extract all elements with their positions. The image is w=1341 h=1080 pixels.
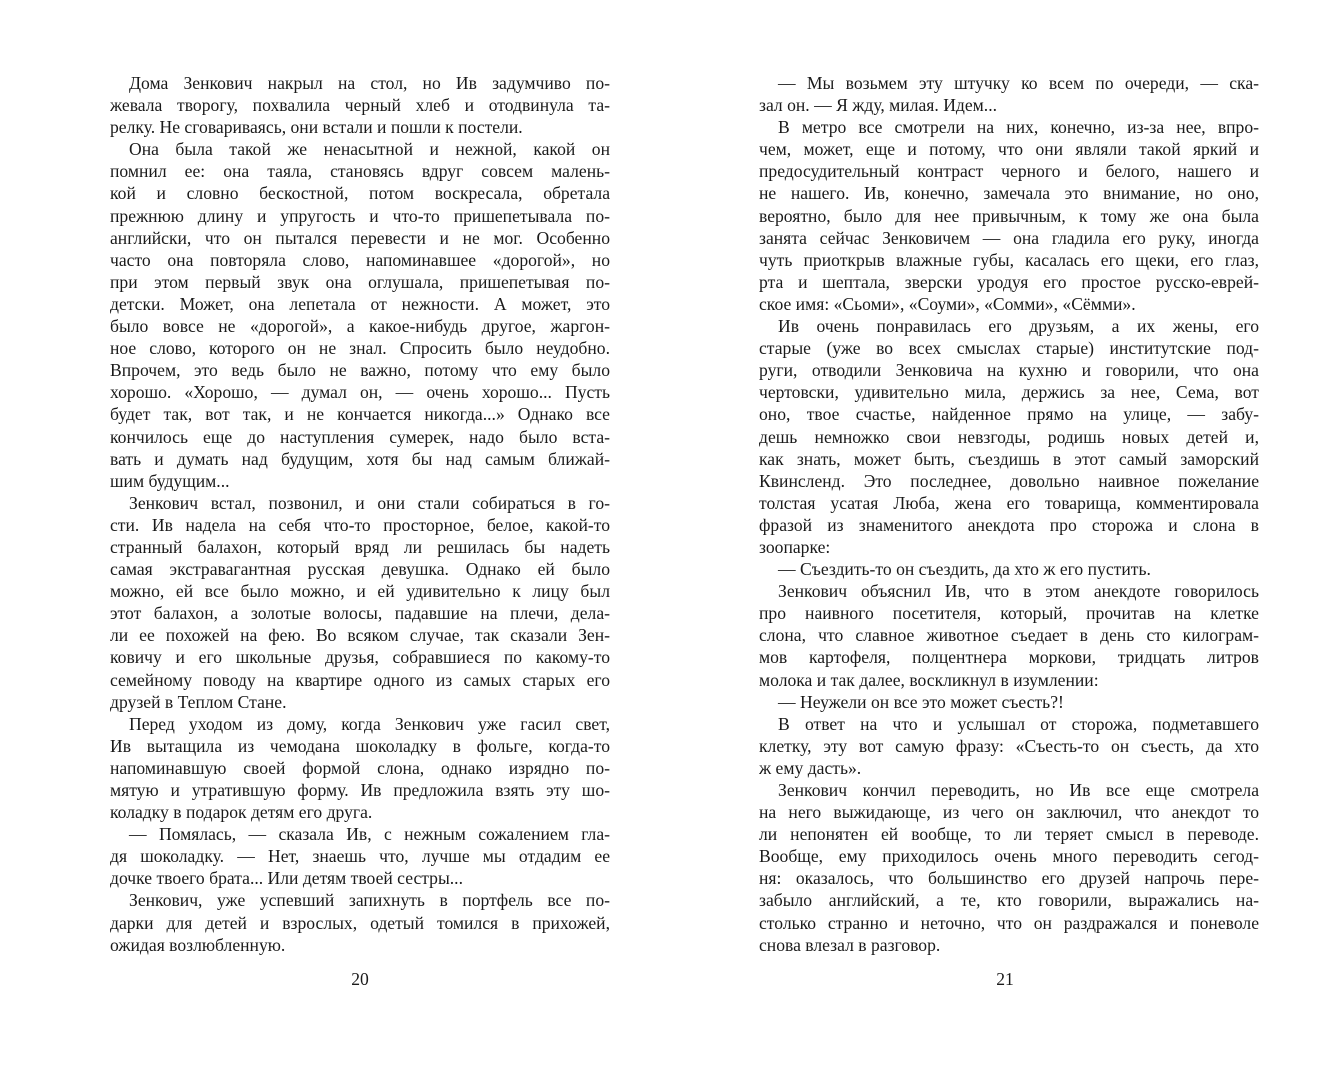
text-line: зал он. — Я жду, милая. Идем...	[759, 95, 997, 116]
text-line: старые (уже во всех смыслах старые) институтские под-	[759, 338, 1259, 359]
text-line: не нашего. Ив, конечно, замечала это внимание, но оно,	[759, 183, 1259, 204]
text-line: рта и шептала, зверски уродуя его простое русско-еврей-	[759, 271, 1259, 292]
text-line: занята сейчас Зенковичем — она гладила его руку, иногда	[759, 227, 1259, 248]
text-line: мов картофеля, полцентнера моркови, тридцать литров	[759, 647, 1259, 668]
text-line: помнил ее: она таяла, становясь вдруг совсем малень-	[110, 161, 610, 182]
text-line: Ив вытащила из чемодана шоколадку в фольге, когда-то	[110, 735, 610, 756]
text-line: — Помялась, — сказала Ив, с нежным сожалением гла-	[129, 824, 610, 845]
text-line: прежнюю длину и упругость и что-то пришепетывала по-	[110, 205, 610, 226]
text-line: кой и словно бескостной, потом воскресала, обретала	[110, 183, 610, 204]
text-line: клетку, эту вот самую фразу: «Съесть-то он съесть, да хто	[759, 735, 1259, 756]
text-line: Квинсленд. Это последнее, довольно наивное пожелание	[759, 470, 1259, 491]
text-line: фразой из знаменитого анекдота про сторожа и слона в	[759, 514, 1259, 535]
left-page-text	[110, 72, 610, 956]
text-line: забыло английский, а те, кто говорили, выражались на-	[759, 890, 1259, 911]
text-line: кончилось еще до наступления сумерек, надо было вста-	[110, 426, 610, 447]
text-line: английски, что он пытался перевести и не мог. Особенно	[110, 227, 610, 248]
text-line: ожидая возлюбленную.	[110, 934, 286, 955]
text-line: Впрочем, это ведь было не важно, потому что ему было	[110, 360, 610, 381]
text-line: дочке твоего брата... Или детям твоей сестры...	[110, 868, 463, 889]
text-line: коладку в подарок детям его друга.	[110, 802, 373, 823]
text-line: — Неужели он все это может съесть?!	[778, 691, 1064, 712]
text-line: Зенкович встал, позвонил, и они стали собираться в го-	[129, 492, 610, 513]
text-line: ковичу и его школьные друзья, собравшиеся по какому-то	[110, 647, 610, 668]
text-line: — Съездить-то он съездить, да хто ж его пустить.	[778, 559, 1151, 580]
text-line: чертовски, удивительно мила, держись за нее, Сема, вот	[759, 382, 1259, 403]
text-line: как знать, может быть, съездишь в этот самый заморский	[759, 448, 1259, 469]
text-line: можно, ей все было можно, и ей удивительно к лицу был	[110, 581, 610, 602]
text-line: часто она повторяла слово, напоминавшее «дорогой», но	[110, 249, 610, 270]
text-line: релку. Не сговариваясь, они встали и пошли к постели.	[110, 117, 523, 138]
text-line: молока и так далее, воскликнул в изумлении:	[759, 669, 1099, 690]
text-line: Вообще, ему приходилось очень много переводить сегод-	[759, 846, 1259, 867]
text-line: Перед уходом из дому, когда Зенкович уже гасил свет,	[129, 713, 610, 734]
text-line: при этом первый звук она оглушала, пришепетывая по-	[110, 271, 610, 292]
text-line: Зенкович объяснил Ив, что в этом анекдоте говорилось	[778, 581, 1259, 602]
text-line: столько странно и неточно, что он раздражался и поневоле	[759, 912, 1259, 933]
text-line: сти. Ив надела на себя что-то просторное, белое, какой-то	[110, 514, 610, 535]
text-line: ж ему дасть».	[759, 757, 862, 778]
text-line: хорошо. «Хорошо, — думал он, — очень хорошо... Пусть	[110, 382, 610, 403]
text-line: руги, отводили Зенковича на кухню и говорили, что она	[759, 360, 1259, 381]
text-line: слона, что славное животное съедает в день сто килограм-	[759, 625, 1259, 646]
right-page-text	[759, 72, 1259, 956]
text-line: на него выжидающе, из чего он заключил, что анекдот то	[759, 802, 1259, 823]
text-line: друзей в Теплом Стане.	[110, 691, 287, 712]
page-number-left: 20	[351, 969, 369, 989]
text-line: Ив очень понравилась его друзьям, а их жены, его	[778, 316, 1259, 337]
text-line: детски. Может, она лепетала от нежности. А может, это	[110, 293, 610, 314]
text-line: ное слово, которого он не знал. Спросить было неудобно.	[110, 338, 610, 359]
text-line: предосудительный контраст черного и белого, нашего и	[759, 161, 1259, 182]
text-line: ня: оказалось, что большинство его друзей напрочь пере-	[759, 868, 1259, 889]
text-line: Зенкович, уже успевший запихнуть в портфель все по-	[129, 890, 610, 911]
text-line: странный балахон, который вряд ли решилась бы надеть	[110, 536, 610, 557]
text-line: толстая усатая Люба, жена его товарища, комментировала	[759, 492, 1259, 513]
text-line: ское имя: «Сьоми», «Соуми», «Сомми», «Сёмми».	[759, 293, 1136, 314]
text-line: жевала творогу, похвалила черный хлеб и отодвинула та-	[110, 95, 610, 116]
text-line: напоминавшую своей формой слона, однако изрядно по-	[110, 757, 610, 778]
text-line: вероятно, было для нее привычным, к тому же она была	[759, 205, 1259, 226]
text-line: зоопарке:	[759, 536, 831, 557]
text-line: шим будущим...	[110, 470, 230, 491]
text-line: оно, твое счастье, найденное прямо на улице, — забу-	[759, 404, 1259, 425]
text-line: самая экстравагантная русская девушка. Однако ей было	[110, 559, 610, 580]
text-line: Зенкович кончил переводить, но Ив все еще смотрела	[778, 780, 1259, 800]
text-line: В метро все смотрели на них, конечно, из-за нее, впро-	[778, 117, 1259, 138]
page-number-right: 21	[996, 969, 1014, 989]
text-line: вать и думать над будущим, хотя бы над самым ближай-	[110, 448, 610, 469]
text-line: этот балахон, а золотые волосы, падавшие на плечи, дела-	[110, 603, 610, 624]
text-line: дарки для детей и взрослых, одетый томился в прихожей,	[110, 912, 610, 933]
text-line: ли непонятен ей вообще, то ли теряет смысл в переводе.	[759, 824, 1259, 845]
text-line: было вовсе не «дорогой», а какое-нибудь другое, жаргон-	[110, 316, 610, 337]
text-line: семейному поводу на квартире одного из самых старых его	[110, 669, 610, 690]
text-line: про наивного посетителя, который, прочитав на клетке	[759, 603, 1259, 624]
text-line: ли ее похожей на фею. Во всяком случае, так сказали Зен-	[110, 625, 610, 646]
text-line: дя шоколадку. — Нет, знаешь что, лучше мы отдадим ее	[110, 846, 610, 867]
text-line: В ответ на что и услышал от сторожа, подметавшего	[778, 713, 1259, 734]
text-line: — Мы возьмем эту штучку ко всем по очереди, — ска-	[778, 73, 1259, 93]
text-line: Дома Зенкович накрыл на стол, но Ив задумчиво по-	[129, 73, 610, 93]
text-line: мятую и утратившую форму. Ив предложила взять эту шо-	[110, 780, 610, 800]
text-line: будет так, вот так, и не кончается никогда...» Однако все	[110, 404, 610, 425]
text-line: чуть приоткрыв влажные губы, касалась его щеки, его глаз,	[759, 249, 1259, 270]
text-line: дешь немножко свои невзгоды, родишь новых детей и,	[759, 426, 1259, 447]
text-line: Она была такой же ненасытной и нежной, какой он	[129, 139, 610, 160]
text-line: чем, может, еще и потому, что они являли такой яркий и	[759, 139, 1259, 160]
text-line: снова влезал в разговор.	[759, 934, 941, 955]
